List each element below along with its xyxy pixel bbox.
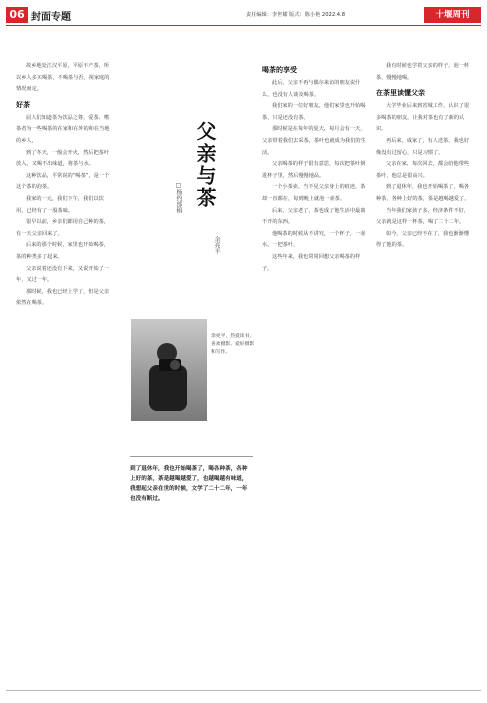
author-name: 余亮平 xyxy=(213,236,220,254)
paragraph: 大学毕业后来到省城工作，认识了很多喝茶的朋友，让我对茶也有了新的认识。 xyxy=(376,103,470,133)
paragraph: 父亲说着还没有下来，又说开始了一年，又过一年。 xyxy=(16,265,110,284)
page-number: 06 xyxy=(6,7,28,23)
brand-logo: 十堰周刊 xyxy=(424,7,481,23)
paragraph: 很早以前，乡亲们都用自己种的茶，有一天父亲回来了。 xyxy=(16,219,110,237)
page-header xyxy=(0,0,487,30)
column-3 xyxy=(262,61,368,673)
paragraph: 后来的那个时候，家里也开始喝茶，茶的种类多了起来。 xyxy=(16,242,110,260)
pull-quote: 到了退休年，我也开始喝茶了，喝各种茶，各种上好的茶，茶是越喝越爱了，也越喝越有味道，我想起父亲在世的时候，文学了二十二年，一年也没有断过。 xyxy=(130,466,248,502)
subheading: 在茶里读懂父亲 xyxy=(376,89,425,98)
pullquote-divider xyxy=(130,456,253,457)
paragraph: 那时候是在每年的夏天，每月会有一天，父亲带着我们去采茶，茶叶也就成为我们的生活。 xyxy=(262,126,366,156)
paragraph: 一个小茶壶，当不见父亲身上的痕迹，茶却一直都在，每到晚上就泡一壶茶。 xyxy=(262,184,366,202)
article-title: 父亲与茶 xyxy=(193,121,217,209)
paragraph: 这种饮品，平常说的“喝茶”，是一个这个茶的泡茶。 xyxy=(16,172,110,191)
column-4 xyxy=(376,61,474,673)
paragraph: 屈人们知道茶为饮品之尊，爱茶、嗜茶者为一些喝茶的在家和在外的和在当地的乡人， xyxy=(16,114,110,144)
paragraph: 后来，父亲老了，茶也成了他生活中最离不开的东西。 xyxy=(262,207,366,226)
footer-divider xyxy=(6,690,481,691)
paragraph: 我家的一元，我们下午，我们以饮用，已经有了一股茶味。 xyxy=(16,195,104,214)
paragraph: 父亲喝茶的样子很有意思，每次把茶叶倒进杯子里，然后慢慢地品。 xyxy=(262,161,366,179)
paragraph: 父亲在家，每次回去，都会给他带些茶叶，他总是很高兴。 xyxy=(376,161,470,179)
subheading: 好茶 xyxy=(16,100,30,109)
paragraph: 故乡地处江汉平原，平原不产茶，所以乡人多买喝茶，不喝茶与否，视家庭的情况而定。 xyxy=(16,63,110,93)
paragraph: 再后来，成家了，有人送茶，我也好像没有过留心，只是习惯了。 xyxy=(376,137,470,156)
column-1 xyxy=(16,61,113,673)
paragraph: 当年我们家孩子多，经济条件不好，父亲就是这样一杯茶，喝了二十二年。 xyxy=(376,207,470,226)
paragraph: 如今，父亲已经不在了，我也渐渐懂得了他的茶。 xyxy=(376,230,470,249)
author-photo xyxy=(131,319,207,421)
paragraph: 我们家的一位好朋友，他们家里也开始喝茶，只是还没有茶。 xyxy=(262,103,366,121)
paragraph: 他喝茶的时候从不讲究，一个杯子，一壶水，一把茶叶。 xyxy=(262,230,366,249)
paragraph: 那时候，我也已经上学了，但是父亲依然在喝茶。 xyxy=(16,288,110,307)
author-line: □杨约部稿 xyxy=(175,182,182,213)
paragraph: 这些年来，我也常常回想父亲喝茶的样子。 xyxy=(262,253,361,272)
paragraph: 到了退休年，我也开始喝茶了，喝各种茶，各种上好的茶，茶是越喝越爱了。 xyxy=(376,184,470,202)
photo-caption: 余亮平，热爱读书，喜欢摄影。爱好摄影和写作。 xyxy=(211,334,255,355)
section-title: 封面专题 xyxy=(31,12,71,23)
paragraph: 此后，父亲不再与偶尔来访的朋友说什么，也没有人谈及喝茶。 xyxy=(262,80,361,98)
subheading: 喝茶的享受 xyxy=(262,66,297,74)
header-divider xyxy=(6,25,481,26)
editor-meta: 责任编辑：李世耀 版式：陈小艳 2022.4.8 xyxy=(246,12,346,18)
paragraph: 到了冬天，一般会开火，然后把茶叶放入，又喝不出味道，将茶与水。 xyxy=(16,149,110,168)
paragraph: 我有时候也学着父亲的样子，泡一杯茶，慢慢地喝。 xyxy=(376,63,470,81)
